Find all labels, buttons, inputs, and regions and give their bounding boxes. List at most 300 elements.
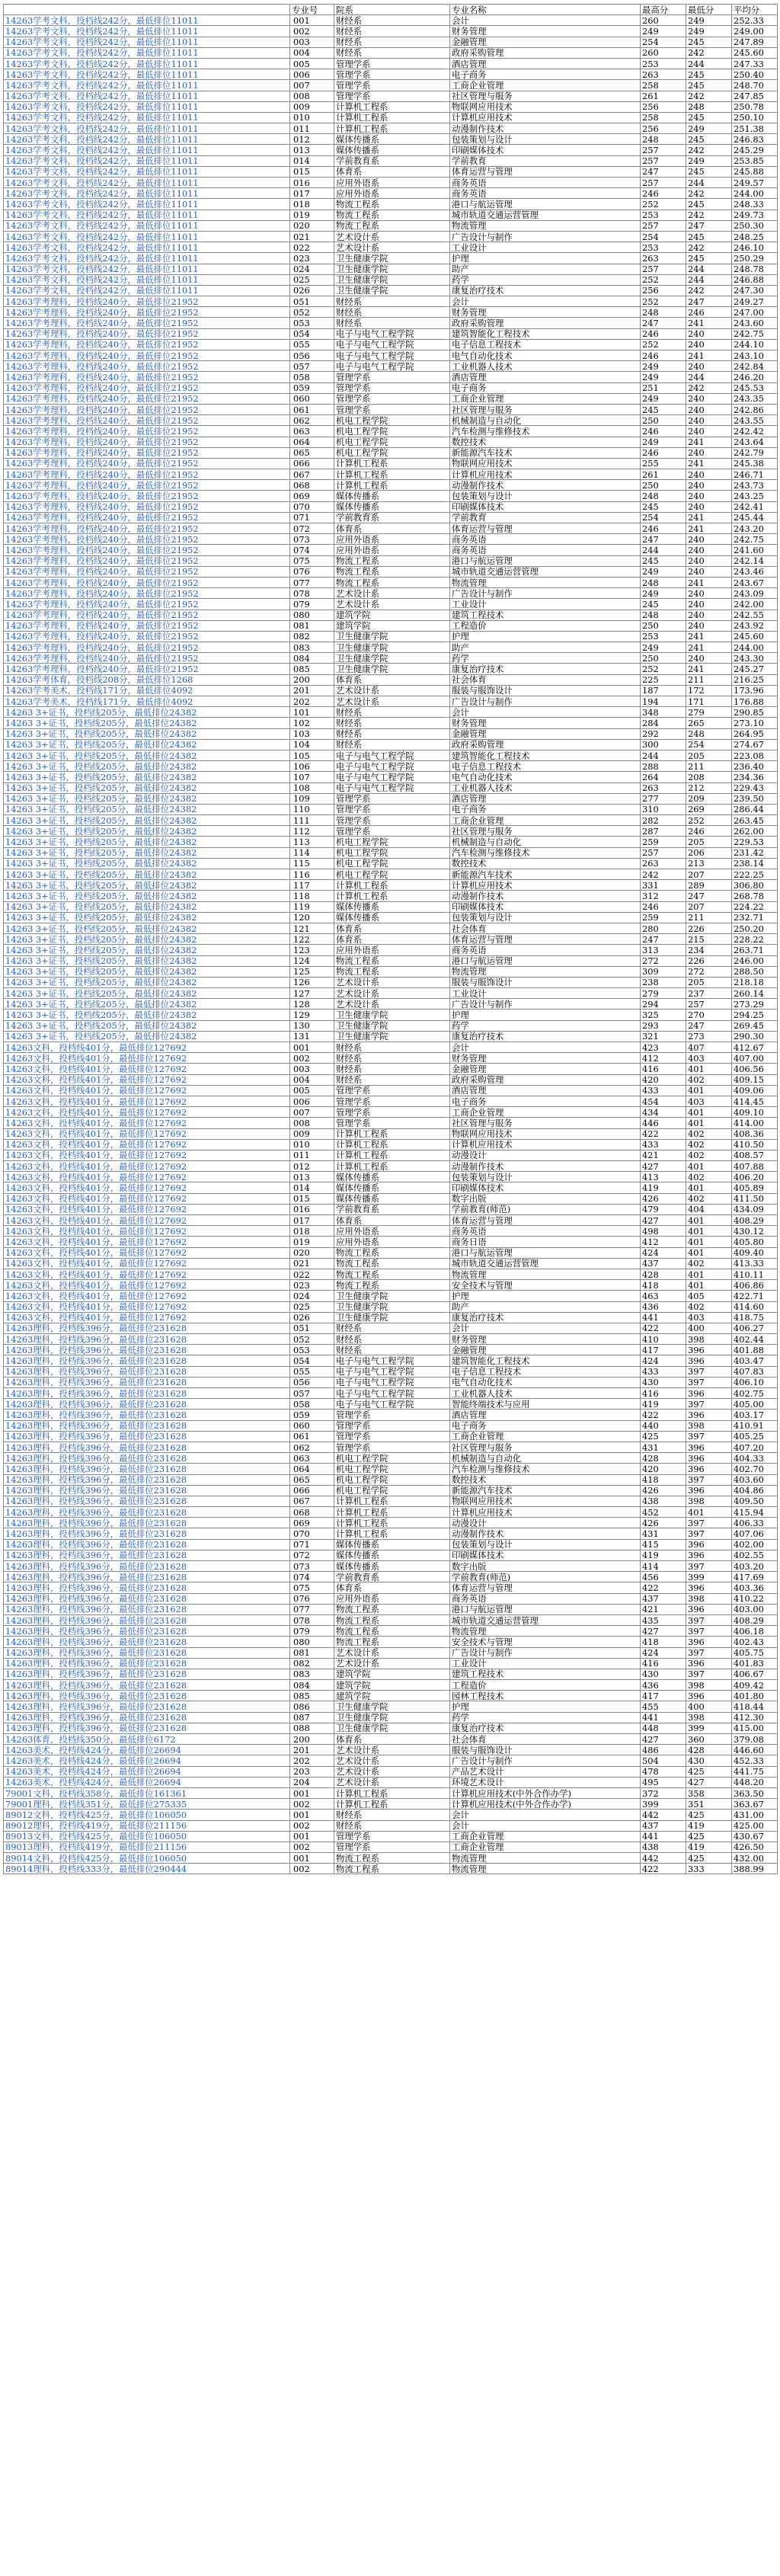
cell-batch-info: 14263文科，投档线401分，最低排位127692: [4, 1128, 290, 1139]
table-row: [4, 112, 778, 123]
cell-batch-info: 14263理科，投档线396分，最低排位231628: [4, 1377, 290, 1387]
cell-max-score: 454: [641, 1096, 686, 1106]
cell-batch-info: 14263 3+证书，投档线205分，最低排位24382: [4, 847, 290, 858]
table-row: [4, 718, 778, 728]
cell-major-name: 康复治疗技术: [450, 1723, 641, 1733]
cell-min-score: 241: [686, 512, 732, 523]
cell-major-name: 广告设计与制作: [450, 588, 641, 599]
cell-min-score: 240: [686, 328, 732, 339]
cell-major-name: 社会体育: [450, 1734, 641, 1745]
cell-major-name: 印刷媒体技术: [450, 1182, 641, 1193]
cell-batch-info: 14263学考文科，投档线242分，最低排位11011: [4, 134, 290, 145]
table-row: [4, 728, 778, 739]
cell-major-name: 财务管理: [450, 307, 641, 318]
cell-batch-info: 14263文科，投档线401分，最低排位127692: [4, 1118, 290, 1128]
cell-avg-score: 245.60: [732, 631, 778, 642]
cell-department: 电子与电气工程学院: [334, 772, 450, 782]
cell-max-score: 446: [641, 1118, 686, 1128]
cell-major-name: 包装策划与设计: [450, 1172, 641, 1182]
cell-avg-score: 260.14: [732, 988, 778, 999]
cell-min-score: 351: [686, 1799, 732, 1810]
cell-max-score: 248: [641, 610, 686, 620]
cell-avg-score: 247.85: [732, 91, 778, 101]
table-row: [4, 1010, 778, 1020]
cell-major-name: 社区管理与服务: [450, 91, 641, 101]
cell-min-score: 240: [686, 404, 732, 414]
cell-department: 艺术设计系: [334, 977, 450, 987]
cell-max-score: 246: [641, 901, 686, 912]
cell-major-code: 074: [290, 1572, 334, 1582]
cell-department: 管理学系: [334, 1410, 450, 1420]
cell-max-score: 413: [641, 1172, 686, 1182]
cell-major-code: 110: [290, 804, 334, 814]
cell-major-code: 203: [290, 1766, 334, 1777]
cell-max-score: 249: [641, 361, 686, 372]
table-row: [4, 1118, 778, 1128]
cell-batch-info: 14263学考理科，投档线240分，最低排位21952: [4, 588, 290, 599]
cell-min-score: 265: [686, 718, 732, 728]
cell-department: 管理学系: [334, 1442, 450, 1452]
cell-batch-info: 14263学考文科，投档线242分，最低排位11011: [4, 199, 290, 210]
cell-major-name: 商务英语: [450, 1593, 641, 1604]
cell-min-score: 396: [686, 1658, 732, 1669]
cell-min-score: 248: [686, 101, 732, 112]
cell-major-code: 021: [290, 231, 334, 242]
table-row: [4, 555, 778, 566]
cell-min-score: 401: [686, 1085, 732, 1096]
cell-batch-info: 14263理科，投档线396分，最低排位231628: [4, 1474, 290, 1485]
cell-min-score: 240: [686, 361, 732, 372]
cell-batch-info: 14263学考理科，投档线240分，最低排位21952: [4, 555, 290, 566]
cell-max-score: 412: [641, 1237, 686, 1247]
cell-major-code: 009: [290, 1128, 334, 1139]
cell-min-score: 396: [686, 1345, 732, 1355]
cell-min-score: 402: [686, 1193, 732, 1204]
cell-max-score: 260: [641, 47, 686, 58]
cell-batch-info: 14263 3+证书，投档线205分，最低排位24382: [4, 750, 290, 760]
cell-max-score: 419: [641, 1399, 686, 1410]
cell-min-score: 249: [686, 26, 732, 37]
cell-max-score: 416: [641, 1388, 686, 1399]
cell-major-name: 服装与服饰设计: [450, 685, 641, 696]
table-row: [4, 1388, 778, 1399]
cell-min-score: 207: [686, 869, 732, 880]
table-row: [4, 1366, 778, 1377]
table-row: [4, 782, 778, 793]
cell-batch-info: 14263学考文科，投档线242分，最低排位11011: [4, 264, 290, 274]
cell-major-name: 工业设计: [450, 599, 641, 610]
cell-department: 应用外语系: [334, 534, 450, 545]
cell-major-name: 计算机应用技术: [450, 112, 641, 123]
cell-major-code: 070: [290, 501, 334, 512]
cell-batch-info: 14263 3+证书，投档线205分，最低排位24382: [4, 1010, 290, 1020]
cell-max-score: 287: [641, 826, 686, 837]
cell-department: 卫生健康学院: [334, 1301, 450, 1312]
table-row: [4, 393, 778, 404]
cell-batch-info: 14263理科，投档线396分，最低排位231628: [4, 1669, 290, 1679]
cell-major-name: 数控技术: [450, 858, 641, 869]
table-row: [4, 1582, 778, 1593]
table-row: [4, 880, 778, 891]
cell-max-score: 263: [641, 782, 686, 793]
cell-min-score: 419: [686, 1842, 732, 1852]
cell-avg-score: 247.00: [732, 307, 778, 318]
cell-max-score: 253: [641, 58, 686, 69]
cell-min-score: 234: [686, 945, 732, 955]
cell-batch-info: 89012理科，投档线419分，最低排位211156: [4, 1820, 290, 1831]
cell-major-code: 104: [290, 739, 334, 750]
cell-department: 管理学系: [334, 1118, 450, 1128]
cell-avg-score: 418.75: [732, 1312, 778, 1323]
cell-max-score: 436: [641, 1680, 686, 1691]
table-row: [4, 339, 778, 350]
cell-batch-info: 14263理科，投档线396分，最低排位231628: [4, 1637, 290, 1647]
cell-max-score: 455: [641, 1701, 686, 1712]
cell-major-code: 003: [290, 37, 334, 47]
cell-batch-info: 14263学考理科，投档线240分，最低排位21952: [4, 339, 290, 350]
cell-max-score: 258: [641, 80, 686, 91]
cell-batch-info: 14263理科，投档线396分，最低排位231628: [4, 1528, 290, 1539]
cell-major-code: 001: [290, 1831, 334, 1842]
table-row: [4, 685, 778, 696]
cell-max-score: 478: [641, 1766, 686, 1777]
cell-batch-info: 14263理科，投档线396分，最低排位231628: [4, 1572, 290, 1582]
cell-min-score: 396: [686, 1582, 732, 1593]
cell-department: 物流工程系: [334, 1614, 450, 1625]
cell-batch-info: 14263学考理科，投档线240分，最低排位21952: [4, 447, 290, 458]
table-row: [4, 220, 778, 231]
cell-department: 建筑学院: [334, 610, 450, 620]
cell-avg-score: 245.27: [732, 664, 778, 674]
table-row: [4, 1139, 778, 1150]
cell-min-score: 206: [686, 847, 732, 858]
cell-avg-score: 417.69: [732, 1572, 778, 1582]
cell-major-name: 物联网应用技术: [450, 101, 641, 112]
table-row: [4, 1096, 778, 1106]
table-row: [4, 1312, 778, 1323]
cell-min-score: 240: [686, 415, 732, 426]
cell-max-score: 280: [641, 923, 686, 933]
cell-avg-score: 406.86: [732, 1280, 778, 1291]
cell-major-code: 058: [290, 372, 334, 382]
cell-department: 电子与电气工程学院: [334, 750, 450, 760]
cell-min-score: 396: [686, 1410, 732, 1420]
cell-department: 机电工程学院: [334, 869, 450, 880]
cell-department: 媒体传播系: [334, 912, 450, 923]
cell-batch-info: 14263学考理科，投档线240分，最低排位21952: [4, 512, 290, 523]
cell-major-code: 078: [290, 588, 334, 599]
cell-batch-info: 14263学考文科，投档线242分，最低排位11011: [4, 220, 290, 231]
cell-max-score: 250: [641, 653, 686, 664]
cell-major-code: 120: [290, 912, 334, 923]
cell-major-code: 017: [290, 188, 334, 199]
cell-department: 财经系: [334, 47, 450, 58]
cell-major-name: 港口与航运管理: [450, 555, 641, 566]
cell-avg-score: 242.75: [732, 534, 778, 545]
cell-major-name: 城市轨道交通运营管理: [450, 1614, 641, 1625]
cell-major-code: 002: [290, 26, 334, 37]
cell-min-score: 402: [686, 1301, 732, 1312]
cell-batch-info: 14263理科，投档线396分，最低排位231628: [4, 1539, 290, 1550]
cell-min-score: 430: [686, 1755, 732, 1766]
cell-batch-info: 14263 3+证书，投档线205分，最低排位24382: [4, 977, 290, 987]
cell-avg-score: 242.79: [732, 447, 778, 458]
cell-major-code: 084: [290, 1680, 334, 1691]
cell-department: 物流工程系: [334, 1269, 450, 1279]
cell-avg-score: 406.10: [732, 1377, 778, 1387]
cell-avg-score: 414.45: [732, 1096, 778, 1106]
cell-department: 卫生健康学院: [334, 1291, 450, 1301]
cell-min-score: 427: [686, 1777, 732, 1787]
cell-major-name: 政府采购管理: [450, 318, 641, 328]
cell-major-code: 107: [290, 772, 334, 782]
cell-major-name: 政府采购管理: [450, 47, 641, 58]
cell-min-score: 242: [686, 145, 732, 155]
cell-max-score: 348: [641, 707, 686, 718]
cell-department: 管理学系: [334, 793, 450, 804]
table-row: [4, 1593, 778, 1604]
table-row: [4, 1410, 778, 1420]
cell-batch-info: 14263 3+证书，投档线205分，最低排位24382: [4, 761, 290, 772]
cell-max-score: 277: [641, 793, 686, 804]
cell-batch-info: 14263理科，投档线396分，最低排位231628: [4, 1626, 290, 1637]
cell-department: 体育系: [334, 674, 450, 685]
cell-major-code: 053: [290, 1345, 334, 1355]
cell-major-code: 080: [290, 610, 334, 620]
cell-major-code: 069: [290, 1518, 334, 1528]
cell-max-score: 422: [641, 1582, 686, 1593]
cell-major-name: 物流管理: [450, 966, 641, 977]
cell-department: 机电工程学院: [334, 415, 450, 426]
table-row: [4, 534, 778, 545]
table-row: [4, 1204, 778, 1214]
cell-max-score: 250: [641, 415, 686, 426]
table-row: [4, 1453, 778, 1464]
cell-department: 物流工程系: [334, 955, 450, 966]
cell-major-code: 060: [290, 393, 334, 404]
table-row: [4, 1680, 778, 1691]
cell-major-name: 广告设计与制作: [450, 1755, 641, 1766]
cell-department: 艺术设计系: [334, 1745, 450, 1755]
cell-max-score: 441: [641, 1312, 686, 1323]
table-row: [4, 1810, 778, 1820]
cell-min-score: 397: [686, 1474, 732, 1485]
cell-batch-info: 14263学考理科，投档线240分，最低排位21952: [4, 350, 290, 361]
cell-avg-score: 243.10: [732, 350, 778, 361]
cell-batch-info: 14263学考文科，投档线242分，最低排位11011: [4, 123, 290, 134]
cell-major-name: 电子信息工程技术: [450, 339, 641, 350]
cell-major-code: 068: [290, 1507, 334, 1518]
table-row: [4, 1712, 778, 1723]
cell-min-score: 428: [686, 1745, 732, 1755]
cell-avg-score: 249.73: [732, 210, 778, 220]
cell-major-code: 002: [290, 1053, 334, 1064]
cell-avg-score: 409.40: [732, 1247, 778, 1258]
cell-major-code: 085: [290, 664, 334, 674]
cell-avg-score: 441.75: [732, 1766, 778, 1777]
cell-major-name: 建筑智能化工程技术: [450, 328, 641, 339]
cell-max-score: 247: [641, 534, 686, 545]
cell-major-name: 财务管理: [450, 718, 641, 728]
cell-avg-score: 409.50: [732, 1496, 778, 1506]
cell-major-name: 动漫制作技术: [450, 891, 641, 901]
cell-major-name: 广告设计与制作: [450, 1647, 641, 1658]
cell-avg-score: 246.71: [732, 469, 778, 480]
table-row: [4, 750, 778, 760]
cell-avg-score: 402.75: [732, 1388, 778, 1399]
cell-department: 媒体传播系: [334, 1561, 450, 1572]
cell-min-score: 245: [686, 37, 732, 47]
cell-avg-score: 239.50: [732, 793, 778, 804]
cell-batch-info: 14263学考理科，投档线240分，最低排位21952: [4, 523, 290, 534]
cell-avg-score: 229.53: [732, 837, 778, 847]
cell-batch-info: 14263学考理科，投档线240分，最低排位21952: [4, 372, 290, 382]
cell-avg-score: 252.33: [732, 15, 778, 26]
cell-max-score: 426: [641, 1518, 686, 1528]
cell-major-name: 园林工程技术: [450, 1691, 641, 1701]
cell-batch-info: 14263学考理科，投档线240分，最低排位21952: [4, 328, 290, 339]
cell-major-name: 商务英语: [450, 545, 641, 555]
cell-department: 体育系: [334, 923, 450, 933]
table-row: [4, 1442, 778, 1452]
table-row: [4, 1085, 778, 1096]
cell-min-score: 333: [686, 1864, 732, 1874]
cell-major-name: 安全技术与管理: [450, 1280, 641, 1291]
cell-major-code: 102: [290, 718, 334, 728]
table-row: [4, 772, 778, 782]
cell-avg-score: 262.00: [732, 826, 778, 837]
cell-major-code: 101: [290, 707, 334, 718]
cell-batch-info: 14263理科，投档线396分，最低排位231628: [4, 1345, 290, 1355]
cell-batch-info: 14263理科，投档线396分，最低排位231628: [4, 1550, 290, 1560]
cell-department: 卫生健康学院: [334, 1020, 450, 1031]
cell-batch-info: 14263美术，投档线424分，最低排位26694: [4, 1766, 290, 1777]
cell-max-score: 279: [641, 988, 686, 999]
cell-max-score: 416: [641, 1658, 686, 1669]
cell-major-code: 055: [290, 339, 334, 350]
cell-major-code: 017: [290, 1215, 334, 1226]
cell-major-code: 081: [290, 620, 334, 631]
cell-major-code: 201: [290, 685, 334, 696]
table-row: [4, 1074, 778, 1085]
cell-department: 财经系: [334, 1323, 450, 1333]
cell-min-score: 400: [686, 1323, 732, 1333]
cell-avg-score: 249.27: [732, 296, 778, 307]
cell-max-score: 504: [641, 1755, 686, 1766]
table-row: [4, 134, 778, 145]
table-row: [4, 1626, 778, 1637]
cell-major-code: 124: [290, 955, 334, 966]
cell-batch-info: 14263学考理科，投档线240分，最低排位21952: [4, 382, 290, 393]
cell-major-code: 005: [290, 1085, 334, 1096]
cell-major-code: 057: [290, 361, 334, 372]
cell-batch-info: 14263 3+证书，投档线205分，最低排位24382: [4, 772, 290, 782]
cell-major-name: 动漫制作技术: [450, 123, 641, 134]
cell-major-name: 动漫设计: [450, 1518, 641, 1528]
cell-major-name: 体育运营与管理: [450, 1215, 641, 1226]
table-row: [4, 1799, 778, 1810]
cell-avg-score: 432.00: [732, 1853, 778, 1864]
cell-batch-info: 14263文科，投档线401分，最低排位127692: [4, 1182, 290, 1193]
cell-avg-score: 410.22: [732, 1593, 778, 1604]
cell-department: 媒体传播系: [334, 491, 450, 501]
cell-department: 电子与电气工程学院: [334, 1366, 450, 1377]
cell-major-name: 学前教育: [450, 155, 641, 166]
cell-min-score: 401: [686, 1226, 732, 1237]
cell-min-score: 272: [686, 966, 732, 977]
cell-batch-info: 14263文科，投档线401分，最低排位127692: [4, 1042, 290, 1053]
cell-min-score: 240: [686, 545, 732, 555]
table-row: [4, 545, 778, 555]
cell-max-score: 421: [641, 1604, 686, 1614]
cell-avg-score: 406.20: [732, 1172, 778, 1182]
cell-max-score: 419: [641, 1182, 686, 1193]
cell-major-name: 计算机应用技术: [450, 880, 641, 891]
cell-max-score: 187: [641, 685, 686, 696]
cell-batch-info: 14263学考理科，投档线240分，最低排位21952: [4, 566, 290, 577]
cell-max-score: 247: [641, 318, 686, 328]
cell-major-name: 数字出版: [450, 1193, 641, 1204]
cell-min-score: 397: [686, 1399, 732, 1410]
cell-department: 机电工程学院: [334, 426, 450, 437]
cell-max-score: 250: [641, 620, 686, 631]
cell-batch-info: 14263学考文科，投档线242分，最低排位11011: [4, 91, 290, 101]
table-row: [4, 1518, 778, 1528]
cell-min-score: 396: [686, 1539, 732, 1550]
cell-department: 物流工程系: [334, 1637, 450, 1647]
cell-avg-score: 248.70: [732, 80, 778, 91]
cell-department: 物流工程系: [334, 577, 450, 587]
cell-major-name: 机械制造与自动化: [450, 415, 641, 426]
cell-major-name: 社区管理与服务: [450, 1442, 641, 1452]
cell-major-name: 药学: [450, 1020, 641, 1031]
cell-min-score: 396: [686, 1464, 732, 1474]
cell-min-score: 396: [686, 1442, 732, 1452]
cell-department: 计算机工程系: [334, 101, 450, 112]
cell-batch-info: 14263学考理科，投档线240分，最低排位21952: [4, 610, 290, 620]
cell-department: 卫生健康学院: [334, 631, 450, 642]
table-row: [4, 242, 778, 253]
cell-department: 计算机工程系: [334, 1507, 450, 1518]
cell-department: 艺术设计系: [334, 1658, 450, 1669]
cell-major-code: 114: [290, 847, 334, 858]
cell-avg-score: 243.35: [732, 393, 778, 404]
table-row: [4, 1291, 778, 1301]
cell-major-name: 会计: [450, 1810, 641, 1820]
cell-min-score: 402: [686, 1172, 732, 1182]
cell-major-code: 018: [290, 1226, 334, 1237]
cell-major-code: 005: [290, 58, 334, 69]
table-row: [4, 934, 778, 945]
cell-max-score: 245: [641, 404, 686, 414]
cell-max-score: 431: [641, 1442, 686, 1452]
table-row: [4, 815, 778, 826]
cell-major-name: 物流管理: [450, 1269, 641, 1279]
cell-major-code: 200: [290, 674, 334, 685]
cell-max-score: 246: [641, 188, 686, 199]
cell-min-score: 398: [686, 1496, 732, 1506]
cell-avg-score: 245.29: [732, 145, 778, 155]
table-row: [4, 1323, 778, 1333]
cell-major-code: 008: [290, 91, 334, 101]
cell-major-code: 109: [290, 793, 334, 804]
cell-avg-score: 288.50: [732, 966, 778, 977]
cell-major-name: 酒店管理: [450, 793, 641, 804]
cell-min-score: 279: [686, 707, 732, 718]
cell-max-score: 442: [641, 1853, 686, 1864]
cell-avg-score: 405.00: [732, 1399, 778, 1410]
cell-min-score: 397: [686, 1614, 732, 1625]
